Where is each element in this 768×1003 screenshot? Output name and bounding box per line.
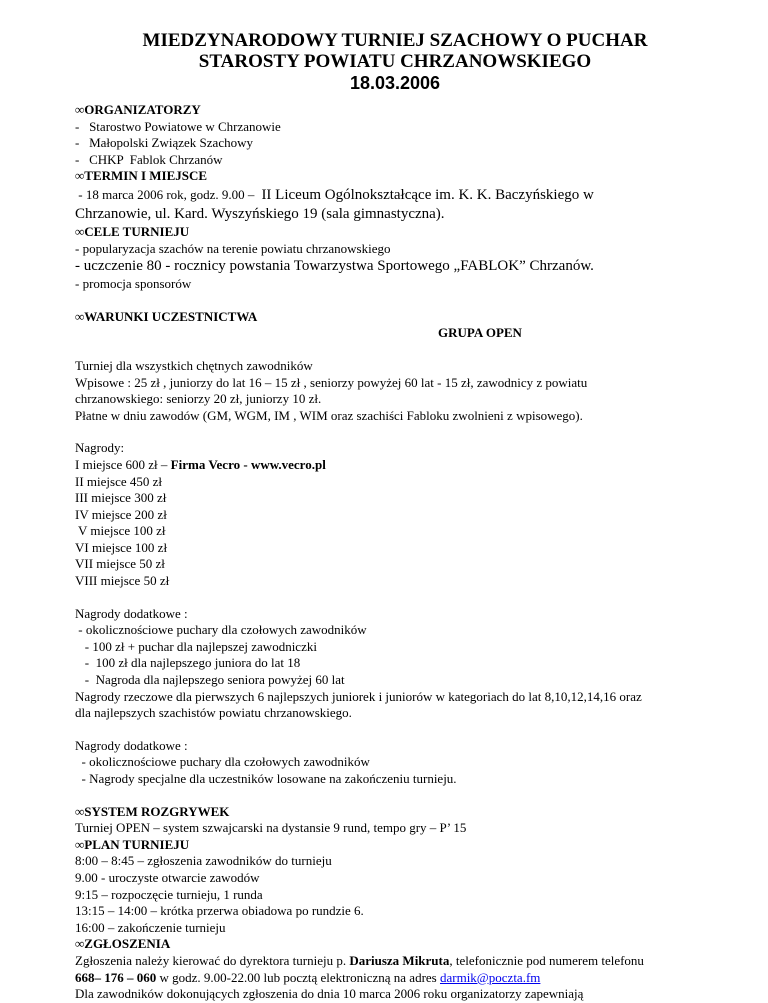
prize-first-text: I miejsce 600 zł – [75, 456, 171, 472]
extra-prize-text: dla najlepszych szachistów powiatu chrzanowskiego. [75, 705, 352, 721]
plan-item: 9.00 - uroczyste otwarcie zawodów [75, 869, 260, 885]
prize-item [75, 457, 715, 474]
tournament-date: 18.03.2006 [349, 73, 441, 93]
prize-item: III miejsce 300 zł [75, 490, 167, 506]
termin-line [75, 185, 715, 205]
extra-prize-item: - okolicznościowe puchary dla czołowych zawodników [75, 754, 370, 770]
section-heading-plan: ∞PLAN TURNIEJU [75, 836, 190, 852]
termin-venue-text: II Liceum Ogólnokształcące im. K. K. Baczyńskiego w [257, 186, 594, 203]
cele-item: - popularyzacja szachów na terenie powiatu chrzanowskiego [75, 240, 391, 256]
prize-item: II miejsce 450 zł [75, 473, 162, 489]
plan-item: 13:15 – 14:00 – krótka przerwa obiadowa po rundzie 6. [75, 903, 364, 919]
group-label: GRUPA OPEN [438, 325, 522, 341]
zgloszenia-text [75, 953, 715, 970]
section-heading-cele: ∞CELE TURNIEJU [75, 223, 190, 239]
section-heading-zgloszenia: ∞ZGŁOSZENIA [75, 936, 171, 952]
warunki-text: Wpisowe : 25 zł , juniorzy do lat 16 – 15 zł , seniorzy powyżej 60 lat - 15 zł, zawodnicy z powiatu [75, 374, 588, 390]
section-heading-termin: ∞TERMIN I MIEJSCE [75, 168, 208, 184]
zgloszenia-text-a: Zgłoszenia należy kierować do dyrektora turnieju p. [75, 952, 350, 968]
extra-prize-item: - Nagroda dla najlepszego seniora powyżej 60 lat [75, 672, 345, 688]
prize-item: VII miejsce 50 zł [75, 556, 165, 572]
zgloszenia-text-c: w godz. 9.00-22.00 lub pocztą elektroniczną na adres [156, 969, 440, 985]
extra-prize-item: - 100 zł + puchar dla najlepszej zawodniczki [75, 638, 317, 654]
document-title-line1: MIEDZYNARODOWY TURNIEJ SZACHOWY O PUCHAR [142, 30, 648, 51]
system-text: Turniej OPEN – system szwajcarski na dystansie 9 rund, tempo gry – P’ 15 [75, 820, 467, 836]
prize-item: VI miejsce 100 zł [75, 539, 168, 555]
extra-prize-item: - Nagrody specjalne dla uczestników losowane na zakończeniu turnieju. [75, 771, 457, 786]
extra-prize-item: - okolicznościowe puchary dla czołowych zawodników [75, 622, 367, 638]
plan-item: 16:00 – zakończenie turnieju [75, 919, 226, 935]
cele-item: - promocja sponsorów [75, 276, 192, 292]
email-link[interactable]: darmik@poczta.fm [439, 969, 541, 985]
extra-prizes-heading: Nagrody dodatkowe : [75, 605, 188, 621]
zgloszenia-text [75, 970, 715, 987]
extra-prize-item: - 100 zł dla najlepszego juniora do lat 18 [75, 655, 301, 671]
plan-item: 9:15 – rozpoczęcie turnieju, 1 runda [75, 886, 263, 902]
section-heading-warunki: ∞WARUNKI UCZESTNICTWA [75, 308, 258, 324]
prizes-heading: Nagrody: [75, 440, 125, 456]
phone-number: 668– 176 – 060 [75, 969, 157, 985]
warunki-text: Płatne w dniu zawodów (GM, WGM, IM , WIM oraz szachiści Fabloku zwolnieni z wpisowego). [75, 407, 583, 423]
prize-item: VIII miejsce 50 zł [75, 573, 170, 589]
zgloszenia-text: Dla zawodników dokonujących zgłoszenia do dnia 10 marca 2006 roku organizatorzy zapewniają [75, 986, 584, 1002]
termin-date-text: - 18 marca 2006 rok, godz. 9.00 – [75, 186, 258, 202]
organizer-item: - Małopolski Związek Szachowy [75, 135, 253, 151]
extra-prizes-heading: Nagrody dodatkowe : [75, 737, 188, 753]
warunki-text: Turniej dla wszystkich chętnych zawodników [75, 357, 313, 373]
warunki-text: chrzanowskiego: seniorzy 20 zł, juniorzy 10 zł. [75, 391, 322, 407]
organizer-item: - Starostwo Powiatowe w Chrzanowie [75, 118, 281, 134]
cele-item: - uczczenie 80 - rocznicy powstania Towarzystwa Sportowego „FABLOK” Chrzanów. [75, 258, 594, 275]
prize-sponsor: Firma Vecro - www.vecro.pl [170, 456, 326, 472]
zgloszenia-text-b: , telefonicznie pod numerem telefonu [449, 952, 644, 968]
section-heading-organizers: ∞ORGANIZATORZY [75, 102, 201, 117]
extra-prize-text: Nagrody rzeczowe dla pierwszych 6 najlepszych juniorek i juniorów w kategoriach do lat 8,10,12,14,16 oraz [75, 688, 642, 704]
prize-item: IV miejsce 200 zł [75, 506, 167, 522]
prize-item: V miejsce 100 zł [75, 523, 166, 539]
document-title-line2: STAROSTY POWIATU CHRZANOWSKIEGO [198, 51, 592, 72]
plan-item: 8:00 – 8:45 – zgłoszenia zawodników do turnieju [75, 853, 332, 869]
termin-address: Chrzanowie, ul. Kard. Wyszyńskiego 19 (sala gimnastyczna). [75, 205, 445, 222]
document-page [75, 30, 715, 1003]
section-heading-system: ∞SYSTEM ROZGRYWEK [75, 803, 230, 819]
director-name: Dariusza Mikruta [349, 952, 450, 968]
organizer-item: - CHKP Fablok Chrzanów [75, 151, 223, 167]
